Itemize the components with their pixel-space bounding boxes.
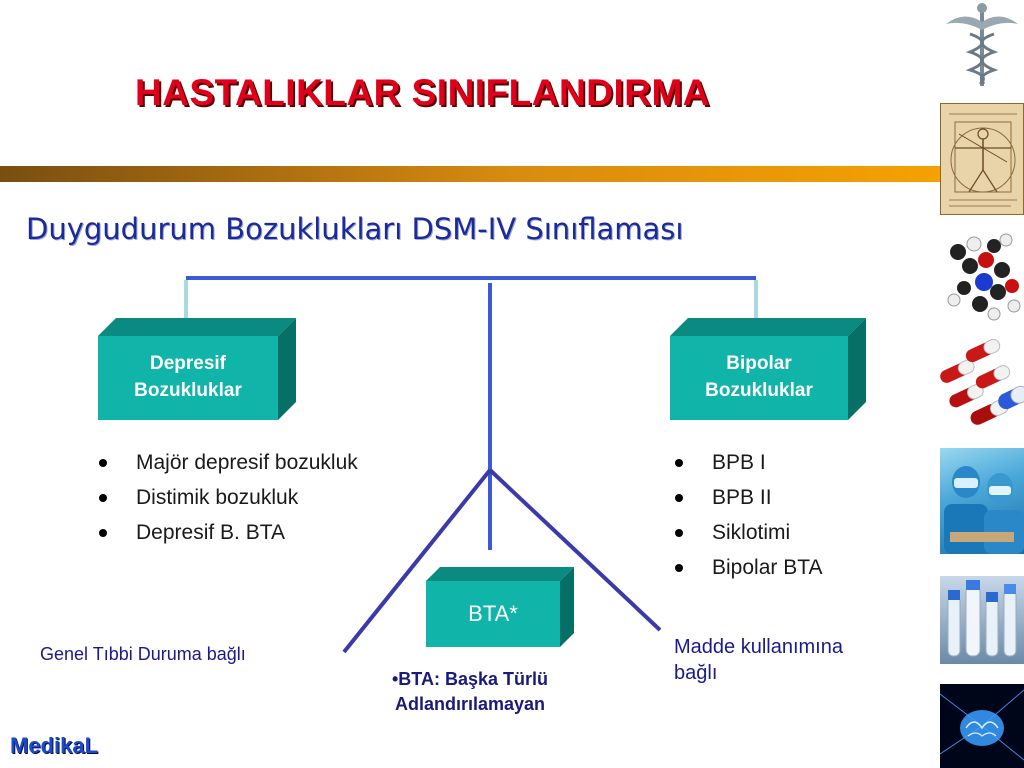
bta-note-line1: •BTA: Başka Türlü <box>392 669 548 689</box>
caduceus-icon <box>940 0 1024 90</box>
depresif-box-line2: Bozukluklar <box>134 380 242 401</box>
right-branch-note-line1: Madde kullanımına <box>674 636 843 658</box>
molecule-model-image <box>940 226 1024 326</box>
bta-note-line2: Adlandırılamayan <box>394 694 546 714</box>
depresif-list <box>96 445 358 550</box>
list-item: BPB I <box>672 445 823 480</box>
list-item: Siklotimi <box>672 515 823 550</box>
list-item: Depresif B. BTA <box>96 515 358 550</box>
list-item: Bipolar BTA <box>672 550 823 585</box>
left-branch-note: Genel Tıbbi Duruma bağlı <box>40 644 246 664</box>
bipolar-list <box>672 445 823 585</box>
right-branch-note-line2: bağlı <box>674 662 718 684</box>
bta-box-label: BTA* <box>468 600 518 626</box>
bta-box <box>426 567 574 647</box>
right-branch-note <box>674 634 843 686</box>
list-item: Majör depresif bozukluk <box>96 445 358 480</box>
list-item: BPB II <box>672 480 823 515</box>
bipolar-box <box>670 318 866 420</box>
bipolar-box-line2: Bozukluklar <box>705 380 813 401</box>
list-item: Distimik bozukluk <box>96 480 358 515</box>
slide-subtitle: Duygudurum Bozuklukları DSM-IV Sınıflaması <box>26 212 684 246</box>
medikal-logo: MedikaL <box>10 733 99 758</box>
surgeons-image <box>940 448 1024 554</box>
bta-definition-note <box>350 667 590 717</box>
depresif-box-line1: Depresif <box>149 353 226 375</box>
bipolar-box-line1: Bipolar <box>726 353 792 375</box>
slide-title: HASTALIKLAR SINIFLANDIRMA <box>135 72 710 113</box>
test-tubes-image <box>940 576 1024 664</box>
brain-network-image <box>940 684 1024 768</box>
capsules-image <box>940 338 1024 436</box>
vitruvian-man-image <box>940 103 1024 215</box>
depresif-box <box>98 318 296 420</box>
